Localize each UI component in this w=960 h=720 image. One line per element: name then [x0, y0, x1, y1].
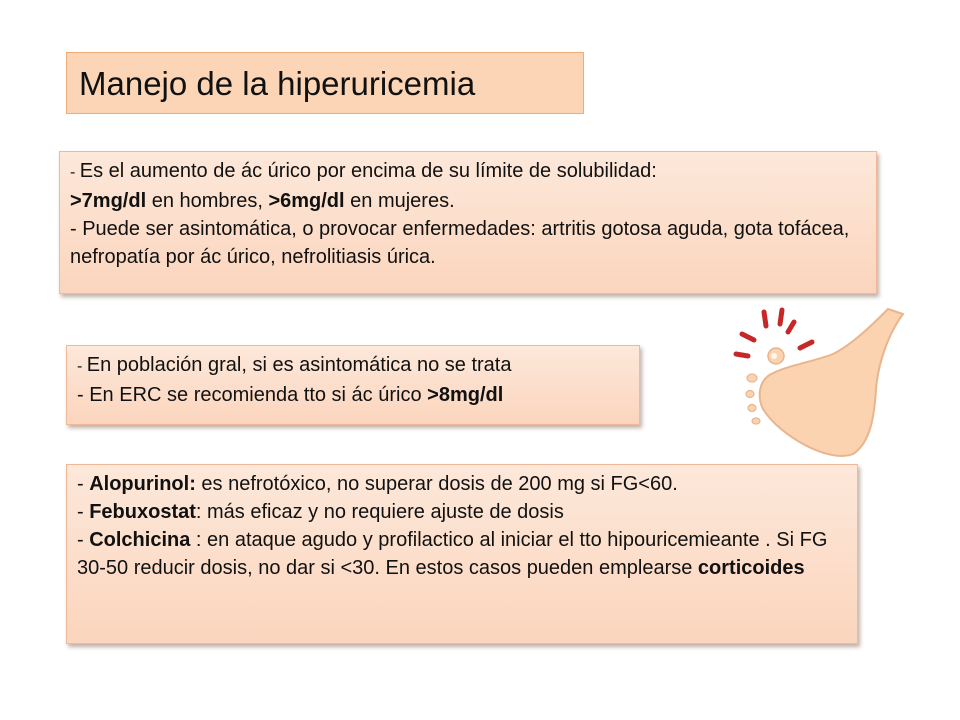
treatment-indication-box [66, 345, 640, 425]
drug-description: : más eficaz y no requiere ajuste de dosis [195, 501, 564, 523]
dash: - [77, 473, 90, 495]
corticoides-term: corticoides [697, 557, 805, 579]
definition-text: Es el aumento de ác úrico por encima de su límite de solubilidad: [79, 160, 657, 182]
indication-line-2 [77, 381, 631, 409]
indication-line-1 [77, 351, 631, 381]
male-label: en hombres, [146, 190, 269, 212]
female-threshold: >6mg/dl [268, 190, 345, 212]
drug-febuxostat [77, 498, 849, 526]
clinical-forms-text: - Puede ser asintomática, o provocar enfermedades: artritis gotosa aguda, gota tofácea, nefropatía por ác úrico, nefrolitiasis úrica. [70, 218, 850, 268]
male-threshold: >7mg/dl [70, 190, 147, 212]
painful-foot-icon [728, 304, 918, 464]
female-label: en mujeres. [344, 190, 455, 212]
drug-name: Alopurinol: [89, 473, 196, 495]
drug-name: Febuxostat [89, 501, 196, 523]
erc-text: - En ERC se recomienda tto si ác úrico [77, 384, 428, 406]
dash: - [77, 358, 87, 375]
definition-line-2 [70, 187, 868, 215]
dash: - [70, 164, 80, 181]
drugs-box [66, 464, 858, 644]
drug-alopurinol [77, 470, 849, 498]
drug-colchicina [77, 526, 849, 582]
asymptomatic-text: En población gral, si es asintomática no se trata [86, 354, 512, 376]
drug-description: : en ataque agudo y profilactico al iniciar el tto hipouricemieante . Si FG 30-50 reducir dosis, no dar si <30. En estos casos pueden emplearse [77, 529, 828, 579]
dash: - [77, 501, 90, 523]
dash: - [77, 529, 90, 551]
definition-line-1 [70, 157, 868, 187]
erc-threshold: >8mg/dl [427, 384, 504, 406]
drug-name: Colchicina [89, 529, 191, 551]
drug-description: es nefrotóxico, no superar dosis de 200 mg si FG<60. [195, 473, 678, 495]
page-title: Manejo de la hiperuricemia [66, 52, 584, 114]
definition-box [59, 151, 877, 294]
